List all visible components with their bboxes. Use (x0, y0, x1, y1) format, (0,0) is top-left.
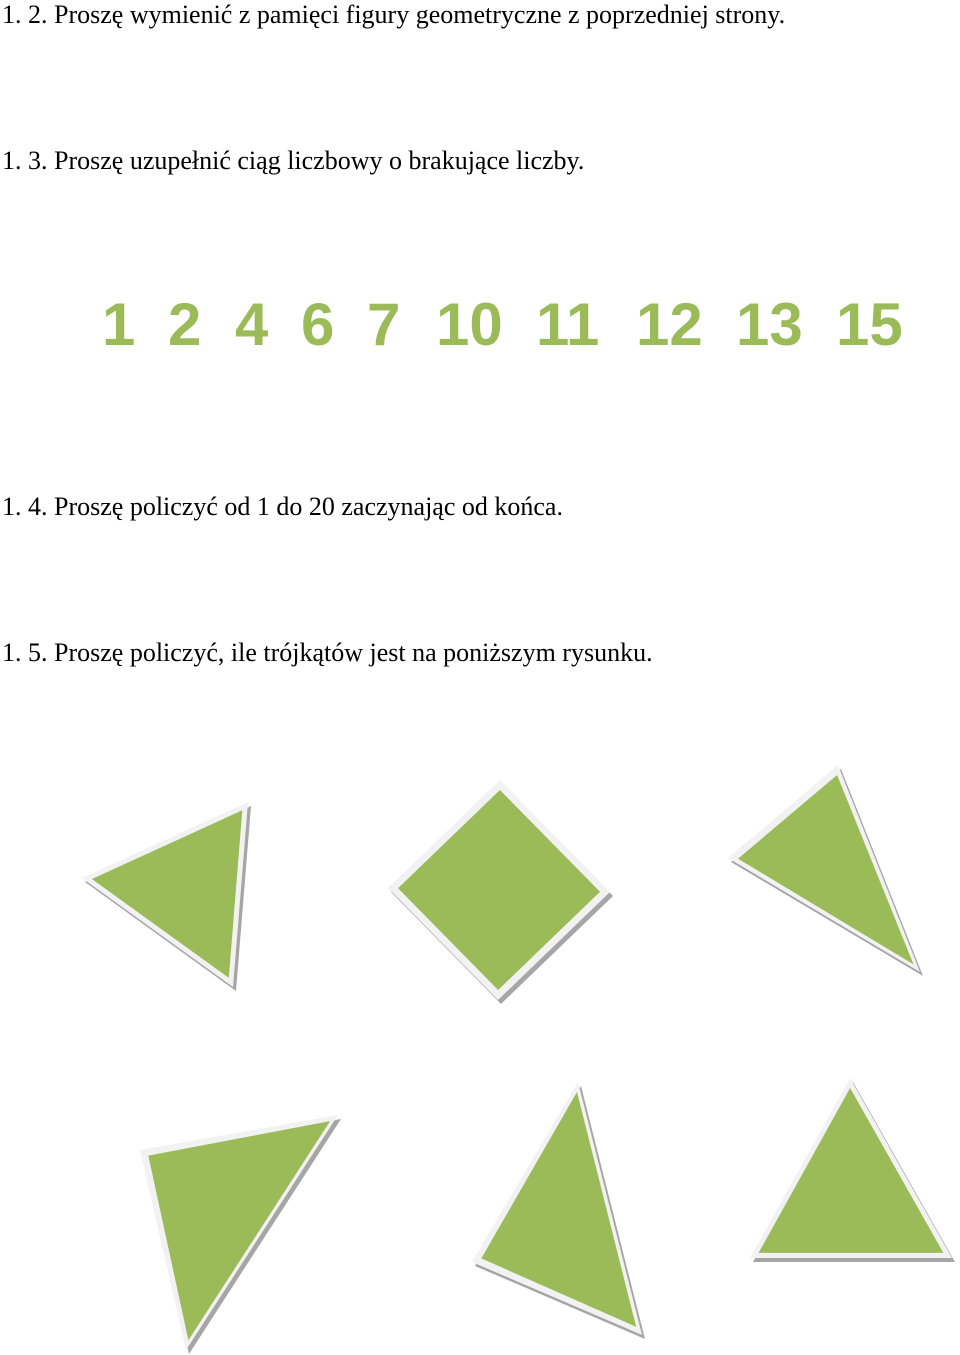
sequence-number: 13 (736, 291, 803, 358)
task-1-5-text: 1. 5. Proszę policzyć, ile trójkątów jest na poniższym rysunku. (2, 638, 653, 667)
triangle-shape (759, 1088, 944, 1253)
task-1-3-text: 1. 3. Proszę uzupełnić ciąg liczbowy o brakujące liczby. (2, 146, 585, 175)
triangle-figure (472, 1082, 645, 1339)
triangle-figure (140, 1115, 341, 1354)
triangle-shape (92, 810, 242, 978)
triangle-shape (148, 1121, 330, 1340)
sequence-number: 12 (636, 291, 703, 358)
task-1-4-text: 1. 4. Proszę policzyć od 1 do 20 zaczynając od końca. (2, 492, 563, 521)
task-1-2-text: 1. 2. Proszę wymienić z pamięci figury geometryczne z poprzedniej strony. (2, 0, 786, 29)
sequence-number: 2 (168, 291, 202, 358)
square-figure (388, 780, 613, 1004)
sequence-number: 6 (301, 291, 335, 358)
triangle-figure (728, 765, 923, 976)
sequence-number: 1 (102, 291, 136, 358)
sequence-number: 4 (235, 291, 269, 358)
square-shape (398, 790, 600, 990)
triangle-shape (738, 775, 914, 964)
sequence-number: 10 (436, 291, 503, 358)
triangle-figure (750, 1078, 955, 1262)
triangle-figure (82, 802, 251, 991)
sequence-number: 11 (536, 291, 600, 358)
sequence-number: 15 (836, 291, 903, 358)
sequence-number: 7 (367, 291, 401, 358)
